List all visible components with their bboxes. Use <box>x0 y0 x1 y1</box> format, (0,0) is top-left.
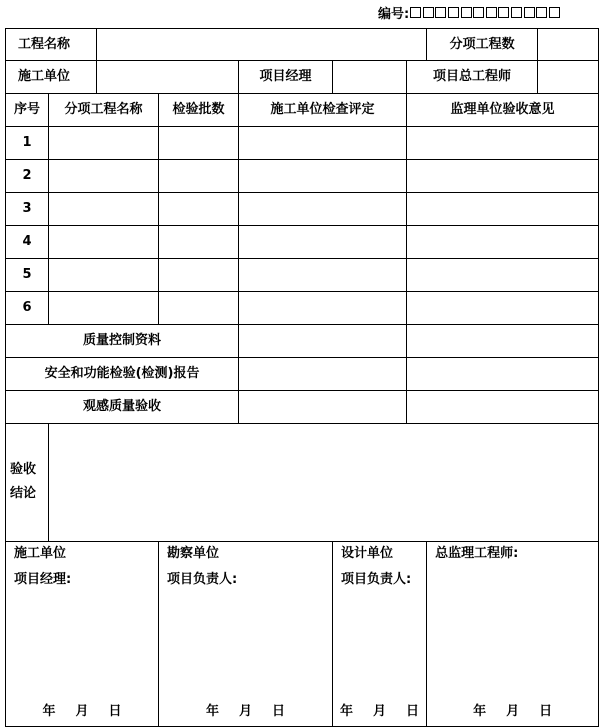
form-number-box[interactable] <box>498 7 509 18</box>
signature-date <box>333 704 426 720</box>
construction-eval-cell[interactable] <box>239 160 407 193</box>
batch-count-cell[interactable] <box>159 193 239 226</box>
summary-row-appearance-quality <box>6 391 599 424</box>
project-name-row <box>6 29 599 61</box>
signature-person-label: 项目负责人: <box>167 572 238 587</box>
date-month-label: 月 <box>239 704 253 720</box>
form-number-box[interactable] <box>511 7 522 18</box>
row-number: 2 <box>6 160 49 193</box>
form-number-box[interactable] <box>473 7 484 18</box>
date-year-label: 年 <box>340 704 354 720</box>
col-header-subitem-name: 分项工程名称 <box>49 94 159 127</box>
summary-eval-cell[interactable] <box>239 325 407 358</box>
form-number-box[interactable] <box>536 7 547 18</box>
subitem-count-value[interactable] <box>538 29 599 61</box>
construction-eval-cell[interactable] <box>239 226 407 259</box>
table-row <box>6 292 599 325</box>
signature-date <box>427 704 598 720</box>
acceptance-form-table <box>5 28 599 727</box>
form-number-box[interactable] <box>410 7 421 18</box>
conclusion-label <box>6 424 49 542</box>
subitem-name-cell[interactable] <box>49 160 159 193</box>
col-header-supervision-opinion: 监理单位验收意见 <box>407 94 599 127</box>
subitem-name-cell[interactable] <box>49 259 159 292</box>
batch-count-cell[interactable] <box>159 226 239 259</box>
supervision-opinion-cell[interactable] <box>407 259 599 292</box>
signature-date <box>6 704 158 720</box>
batch-count-cell[interactable] <box>159 259 239 292</box>
signature-title: 施工单位 <box>14 546 67 561</box>
supervision-opinion-cell[interactable] <box>407 127 599 160</box>
date-day-label: 日 <box>272 704 286 720</box>
project-manager-label: 项目经理 <box>239 61 333 94</box>
summary-label-safety-function-report: 安全和功能检验(检测)报告 <box>6 358 239 391</box>
conclusion-label-line1: 验收 <box>10 462 37 477</box>
supervision-opinion-cell[interactable] <box>407 226 599 259</box>
form-number-boxes <box>410 7 561 18</box>
col-header-seq: 序号 <box>6 94 49 127</box>
signature-block-chief-supervisor[interactable] <box>427 542 599 727</box>
construction-unit-row <box>6 61 599 94</box>
chief-engineer-label: 项目总工程师 <box>407 61 538 94</box>
table-row <box>6 226 599 259</box>
summary-eval-cell[interactable] <box>239 358 407 391</box>
subitem-name-cell[interactable] <box>49 292 159 325</box>
conclusion-row <box>6 424 599 542</box>
construction-eval-cell[interactable] <box>239 292 407 325</box>
date-month-label: 月 <box>506 704 520 720</box>
batch-count-cell[interactable] <box>159 127 239 160</box>
summary-label-appearance-quality: 观感质量验收 <box>6 391 239 424</box>
date-month-label: 月 <box>75 704 89 720</box>
conclusion-label-line2: 结论 <box>10 486 37 501</box>
summary-opinion-cell[interactable] <box>407 325 599 358</box>
supervision-opinion-cell[interactable] <box>407 193 599 226</box>
form-number-box[interactable] <box>549 7 560 18</box>
construction-eval-cell[interactable] <box>239 127 407 160</box>
construction-eval-cell[interactable] <box>239 259 407 292</box>
row-number: 3 <box>6 193 49 226</box>
construction-unit-label: 施工单位 <box>6 61 97 94</box>
signature-block-construction[interactable] <box>6 542 159 727</box>
date-year-label: 年 <box>42 704 56 720</box>
date-year-label: 年 <box>473 704 487 720</box>
table-row <box>6 160 599 193</box>
table-row <box>6 259 599 292</box>
signature-title: 设计单位 <box>341 546 394 561</box>
form-number-box[interactable] <box>524 7 535 18</box>
summary-row-safety-function-report <box>6 358 599 391</box>
signature-date <box>159 704 332 720</box>
batch-count-cell[interactable] <box>159 160 239 193</box>
col-header-batch-count: 检验批数 <box>159 94 239 127</box>
subitem-name-cell[interactable] <box>49 127 159 160</box>
project-manager-value[interactable] <box>333 61 407 94</box>
signature-title: 总监理工程师: <box>435 546 519 561</box>
data-rows <box>6 127 599 325</box>
table-row <box>6 127 599 160</box>
conclusion-value[interactable] <box>49 424 599 542</box>
date-year-label: 年 <box>205 704 219 720</box>
project-name-value[interactable] <box>97 29 427 61</box>
construction-eval-cell[interactable] <box>239 193 407 226</box>
form-number-box[interactable] <box>435 7 446 18</box>
supervision-opinion-cell[interactable] <box>407 292 599 325</box>
subitem-count-label: 分项工程数 <box>427 29 538 61</box>
summary-opinion-cell[interactable] <box>407 358 599 391</box>
summary-eval-cell[interactable] <box>239 391 407 424</box>
supervision-opinion-cell[interactable] <box>407 160 599 193</box>
form-number-box[interactable] <box>448 7 459 18</box>
row-number: 4 <box>6 226 49 259</box>
date-day-label: 日 <box>108 704 122 720</box>
chief-engineer-value[interactable] <box>538 61 599 94</box>
row-number: 1 <box>6 127 49 160</box>
date-day-label: 日 <box>406 704 420 720</box>
signature-block-design[interactable] <box>333 542 427 727</box>
subitem-name-cell[interactable] <box>49 226 159 259</box>
signature-block-survey[interactable] <box>159 542 333 727</box>
signature-row <box>6 542 599 727</box>
table-row <box>6 193 599 226</box>
row-number: 6 <box>6 292 49 325</box>
column-header-row <box>6 94 599 127</box>
construction-unit-value[interactable] <box>97 61 239 94</box>
signature-person-label: 项目负责人: <box>341 572 412 587</box>
summary-row-quality-control-docs <box>6 325 599 358</box>
form-number-box[interactable] <box>461 7 472 18</box>
form-number-box[interactable] <box>423 7 434 18</box>
signature-person-label: 项目经理: <box>14 572 72 587</box>
date-month-label: 月 <box>373 704 387 720</box>
summary-rows <box>6 325 599 424</box>
col-header-construction-eval: 施工单位检查评定 <box>239 94 407 127</box>
date-day-label: 日 <box>539 704 553 720</box>
form-number-box[interactable] <box>486 7 497 18</box>
form-number-label: 编号: <box>378 6 410 22</box>
batch-count-cell[interactable] <box>159 292 239 325</box>
project-name-label: 工程名称 <box>6 29 97 61</box>
row-number: 5 <box>6 259 49 292</box>
signature-title: 勘察单位 <box>167 546 220 561</box>
form-number <box>378 2 561 22</box>
subitem-name-cell[interactable] <box>49 193 159 226</box>
summary-label-quality-control-docs: 质量控制资料 <box>6 325 239 358</box>
summary-opinion-cell[interactable] <box>407 391 599 424</box>
